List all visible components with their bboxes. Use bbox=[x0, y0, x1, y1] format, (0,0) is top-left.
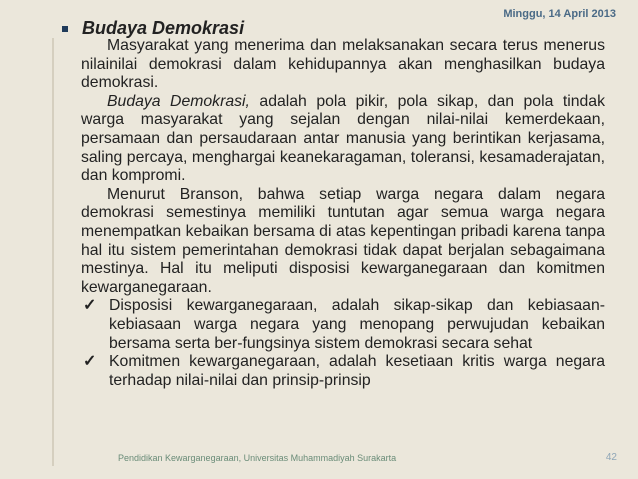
slide-date: Minggu, 14 April 2013 bbox=[503, 8, 616, 20]
list-item-disposisi-text: Disposisi kewarganegaraan, adalah sikap-sikap dan kebiasaan-kebiasaan warga negara yang menopang perwujudan kebaikan bersama serta ber-fungsinya sistem demokrasi secara sehat bbox=[109, 297, 605, 352]
slide-title: Budaya Demokrasi bbox=[82, 18, 245, 38]
square-bullet-icon bbox=[62, 26, 68, 32]
left-divider bbox=[52, 38, 54, 466]
checkmark-icon: ✓ bbox=[83, 353, 97, 371]
list-item-komitmen bbox=[81, 353, 605, 390]
page-number: 42 bbox=[605, 452, 617, 463]
definition-term: Budaya Demokrasi, bbox=[107, 92, 250, 110]
checkmark-icon: ✓ bbox=[83, 297, 97, 315]
slide-footer: Pendidikan Kewarganegaraan, Universitas Muhammadiyah Surakarta bbox=[118, 453, 397, 463]
paragraph-branson: Menurut Branson, bahwa setiap warga negara dalam negara demokrasi semestinya memiliki tuntutan agar semua warga negara menempatkan kebaikan bersama di atas kepentingan pribadi karena tanpa hal itu sistem pemerintahan demokrasi tidak dapat berjalan sebagaimana mestinya. Hal itu meliputi disposisi kewarganegaraan dan komitmen kewarganegaraan. bbox=[81, 185, 605, 296]
paragraph-intro: Masyarakat yang menerima dan melaksanakan secara terus menerus nilainilai demokrasi dalam kehidupannya akan menghasilkan budaya demokrasi. bbox=[81, 37, 605, 92]
paragraph-definition bbox=[81, 93, 605, 186]
list-item-disposisi bbox=[81, 297, 605, 353]
list-item-komitmen-text: Komitmen kewarganegaraan, adalah kesetiaan kritis warga negara terhadap nilai-nilai dan prinsip-prinsip bbox=[109, 353, 605, 389]
definition-text: adalah pola pikir, pola sikap, dan pola tindak warga masyarakat yang sejalan dengan nilai-nilai kemerdekaan, persamaan dan persaudaraan antar manusia yang berintikan kerjasama, saling percaya, menghargai keanekaragaman, toleransi, kesamaderajatan, dan kompromi. bbox=[81, 92, 605, 185]
slide-body bbox=[81, 37, 605, 390]
